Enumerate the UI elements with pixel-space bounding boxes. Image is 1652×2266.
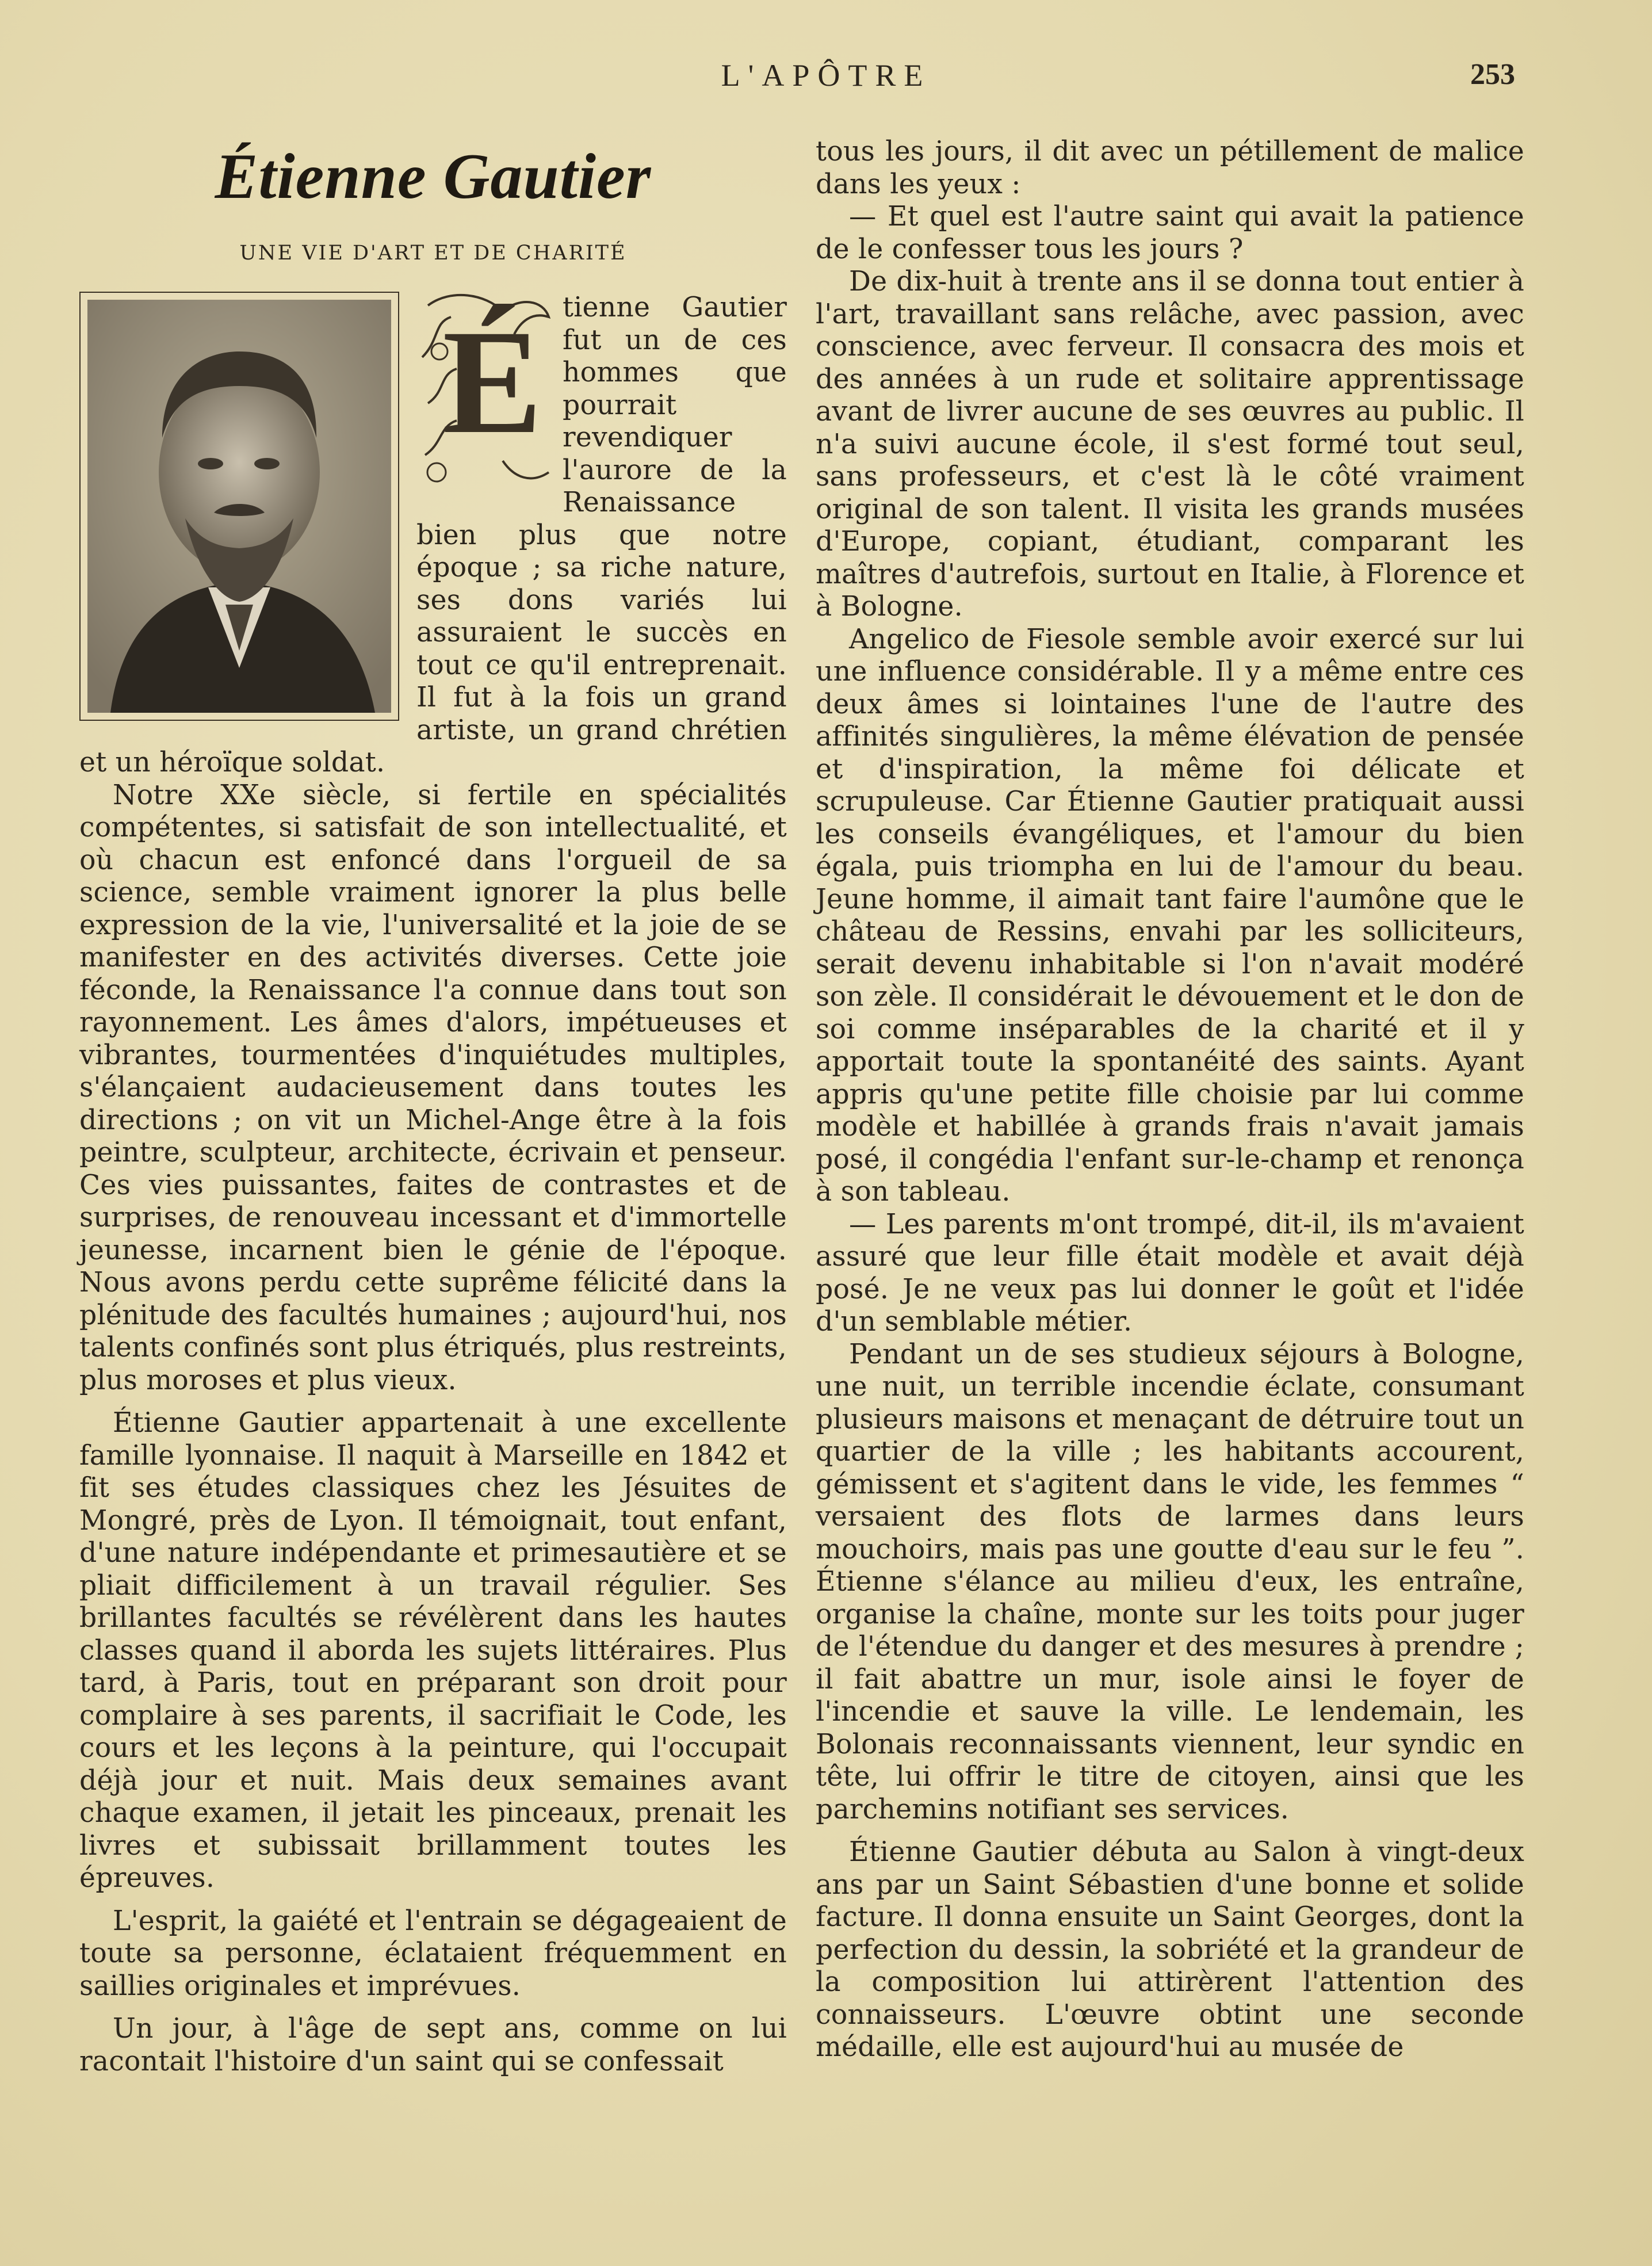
- paragraph: Pendant un de ses studieux séjours à Bologne, une nuit, un terrible incendie éclate, consumant plusieurs maisons et menaçant de détruire tout un quartier de la ville ; les habitants accourent, gémissent et s'agitent dans le vide, les femmes “ versaient des flots de larmes dans leurs mouchoirs, mais pas une goutte d'eau sur le feu ”. Étienne s'élance au milieu d'eux, les entraîne, organise la chaîne, monte sur les toits pour juger de l'étendue du danger et des mesures à prendre ; il fait abattre un mur, isole ainsi le foyer de l'incendie et sauve la ville. Le lendemain, les Bolonais reconnaissants viennent, leur syndic en tête, lui offrir le titre de citoyen, ainsi que les parchemins notifiant ses services.: [816, 1338, 1524, 1825]
- article-title: Étienne Gautier: [215, 141, 652, 212]
- portrait-image: [87, 300, 391, 713]
- paragraph: L'esprit, la gaiété et l'entrain se dégageaient de toute sa personne, éclataient fréquemment en saillies originales et imprévues.: [79, 1905, 787, 2002]
- paragraph: Notre XXe siècle, si fertile en spécialités compétentes, si satisfait de son intellectualité, et où chacun est enfoncé dans l'orgueil de sa science, semble vraiment ignorer la plus belle expression de la vie, l'universalité et la joie de se manifester en des activités diverses. Cette joie féconde, la Renaissance l'a connue dans tout son rayonnement. Les âmes d'alors, impétueuses et vibrantes, tourmentées d'inquiétudes multiples, s'élançaient audacieusement dans toutes les directions ; on vit un Michel-Ange être à la fois peintre, sculpteur, architecte, écrivain et penseur. Ces vies puissantes, faites de contrastes et de surprises, de renouveau incessant et d'immortelle jeunesse, incarnent bien le génie de l'époque. Nous avons perdu cette suprême félicité dans la plénitude des facultés humaines ; aujourd'hui, nos talents confinés sont plus étriqués, plus restreints, plus moroses et plus vieux.: [79, 779, 787, 1396]
- portrait-photo: [79, 292, 399, 721]
- paragraph: tienne Gautier fut un de ces hommes que pourrait revendiquer l'aurore de la Renaissance bien plus que notre époque ; sa riche nature, ses dons variés lui assuraient le succès en tout ce qu'il entreprenait. Il fut à la fois un grand artiste, un grand chrétien et un héroïque soldat.: [79, 292, 787, 778]
- page-header: [0, 58, 1652, 104]
- paragraph: Étienne Gautier débuta au Salon à vingt-deux ans par un Saint Sébastien d'une bonne et solide facture. Il donna ensuite un Saint Georges, dont la perfection du dessin, la sobriété et la grandeur de la composition lui attirèrent l'attention des connaisseurs. L'œuvre obtint une seconde médaille, elle est aujourd'hui au musée de: [816, 1836, 1524, 2063]
- paragraph: De dix-huit à trente ans il se donna tout entier à l'art, travaillant sans relâche, avec passion, avec conscience, avec ferveur. Il consacra des mois et des années à un rude et solitaire apprentissage avant de livrer aucune de ses œuvres au public. Il n'a suivi aucune école, il s'est formé tout seul, sans professeurs, et c'est là le côté vraiment original de son talent. Il visita les grands musées d'Europe, copiant, étudiant, comparant les maîtres d'autrefois, surtout en Italie, à Florence et à Bologne.: [816, 266, 1524, 622]
- page-number: 253: [1470, 58, 1515, 91]
- right-column: [816, 136, 1524, 2064]
- paragraph: — Les parents m'ont trompé, dit-il, ils m'avaient assuré que leur fille était modèle et avait déjà posé. Je ne veux pas lui donner le goût et l'idée d'un semblable métier.: [816, 1208, 1524, 1338]
- dropcap-letter: É: [442, 299, 542, 465]
- article-subtitle: UNE VIE D'ART ET DE CHARITÉ: [239, 242, 627, 265]
- left-column: [79, 129, 787, 2078]
- paragraph: Un jour, à l'âge de sept ans, comme on lui racontait l'histoire d'un saint qui se confessait: [79, 2013, 787, 2077]
- ornamental-dropcap: [416, 288, 552, 493]
- paragraph: Angelico de Fiesole semble avoir exercé sur lui une influence considérable. Il y a même entre ces deux âmes si lointaines l'une de l'autre des affinités singulières, la même élévation de pensée et d'inspiration, la même foi délicate et scrupuleuse. Car Étienne Gautier pratiquait aussi les conseils évangéliques, et l'amour du bien égala, puis triompha en lui de l'amour du beau. Jeune homme, il aimait tant faire l'aumône que le château de Ressins, envahi par les solliciteurs, serait devenu inhabitable si l'on n'avait modéré son zèle. Il considérait le dévouement et le don de soi comme inséparables de la charité et il y apportait toute la spontanéité des saints. Ayant appris qu'une petite fille choisie par lui comme modèle et habillée à grands frais n'avait jamais posé, il congédia l'enfant sur-le-champ et renonça à son tableau.: [816, 623, 1524, 1207]
- paragraph: Étienne Gautier appartenait à une excellente famille lyonnaise. Il naquit à Marseille en 1842 et fit ses études classiques chez les Jésuites de Mongré, près de Lyon. Il témoignait, tout enfant, d'une nature indépendante et primesautière et se pliait difficilement à un travail régulier. Ses brillantes facultés se révélèrent dans les hautes classes quand il aborda les sujets littéraires. Plus tard, à Paris, tout en préparant son droit pour complaire à ses parents, il sacrifiait le Code, les cours et les leçons à la peinture, qui l'occupait déjà jour et nuit. Mais deux semaines avant chaque examen, il jetait les pinceaux, prenait les livres et subissait brillamment toutes les épreuves.: [79, 1407, 787, 1894]
- paragraph: tous les jours, il dit avec un pétillement de malice dans les yeux :: [816, 136, 1524, 200]
- paragraph: — Et quel est l'autre saint qui avait la patience de le confesser tous les jours ?: [816, 201, 1524, 265]
- running-title: L'APÔTRE: [721, 58, 931, 93]
